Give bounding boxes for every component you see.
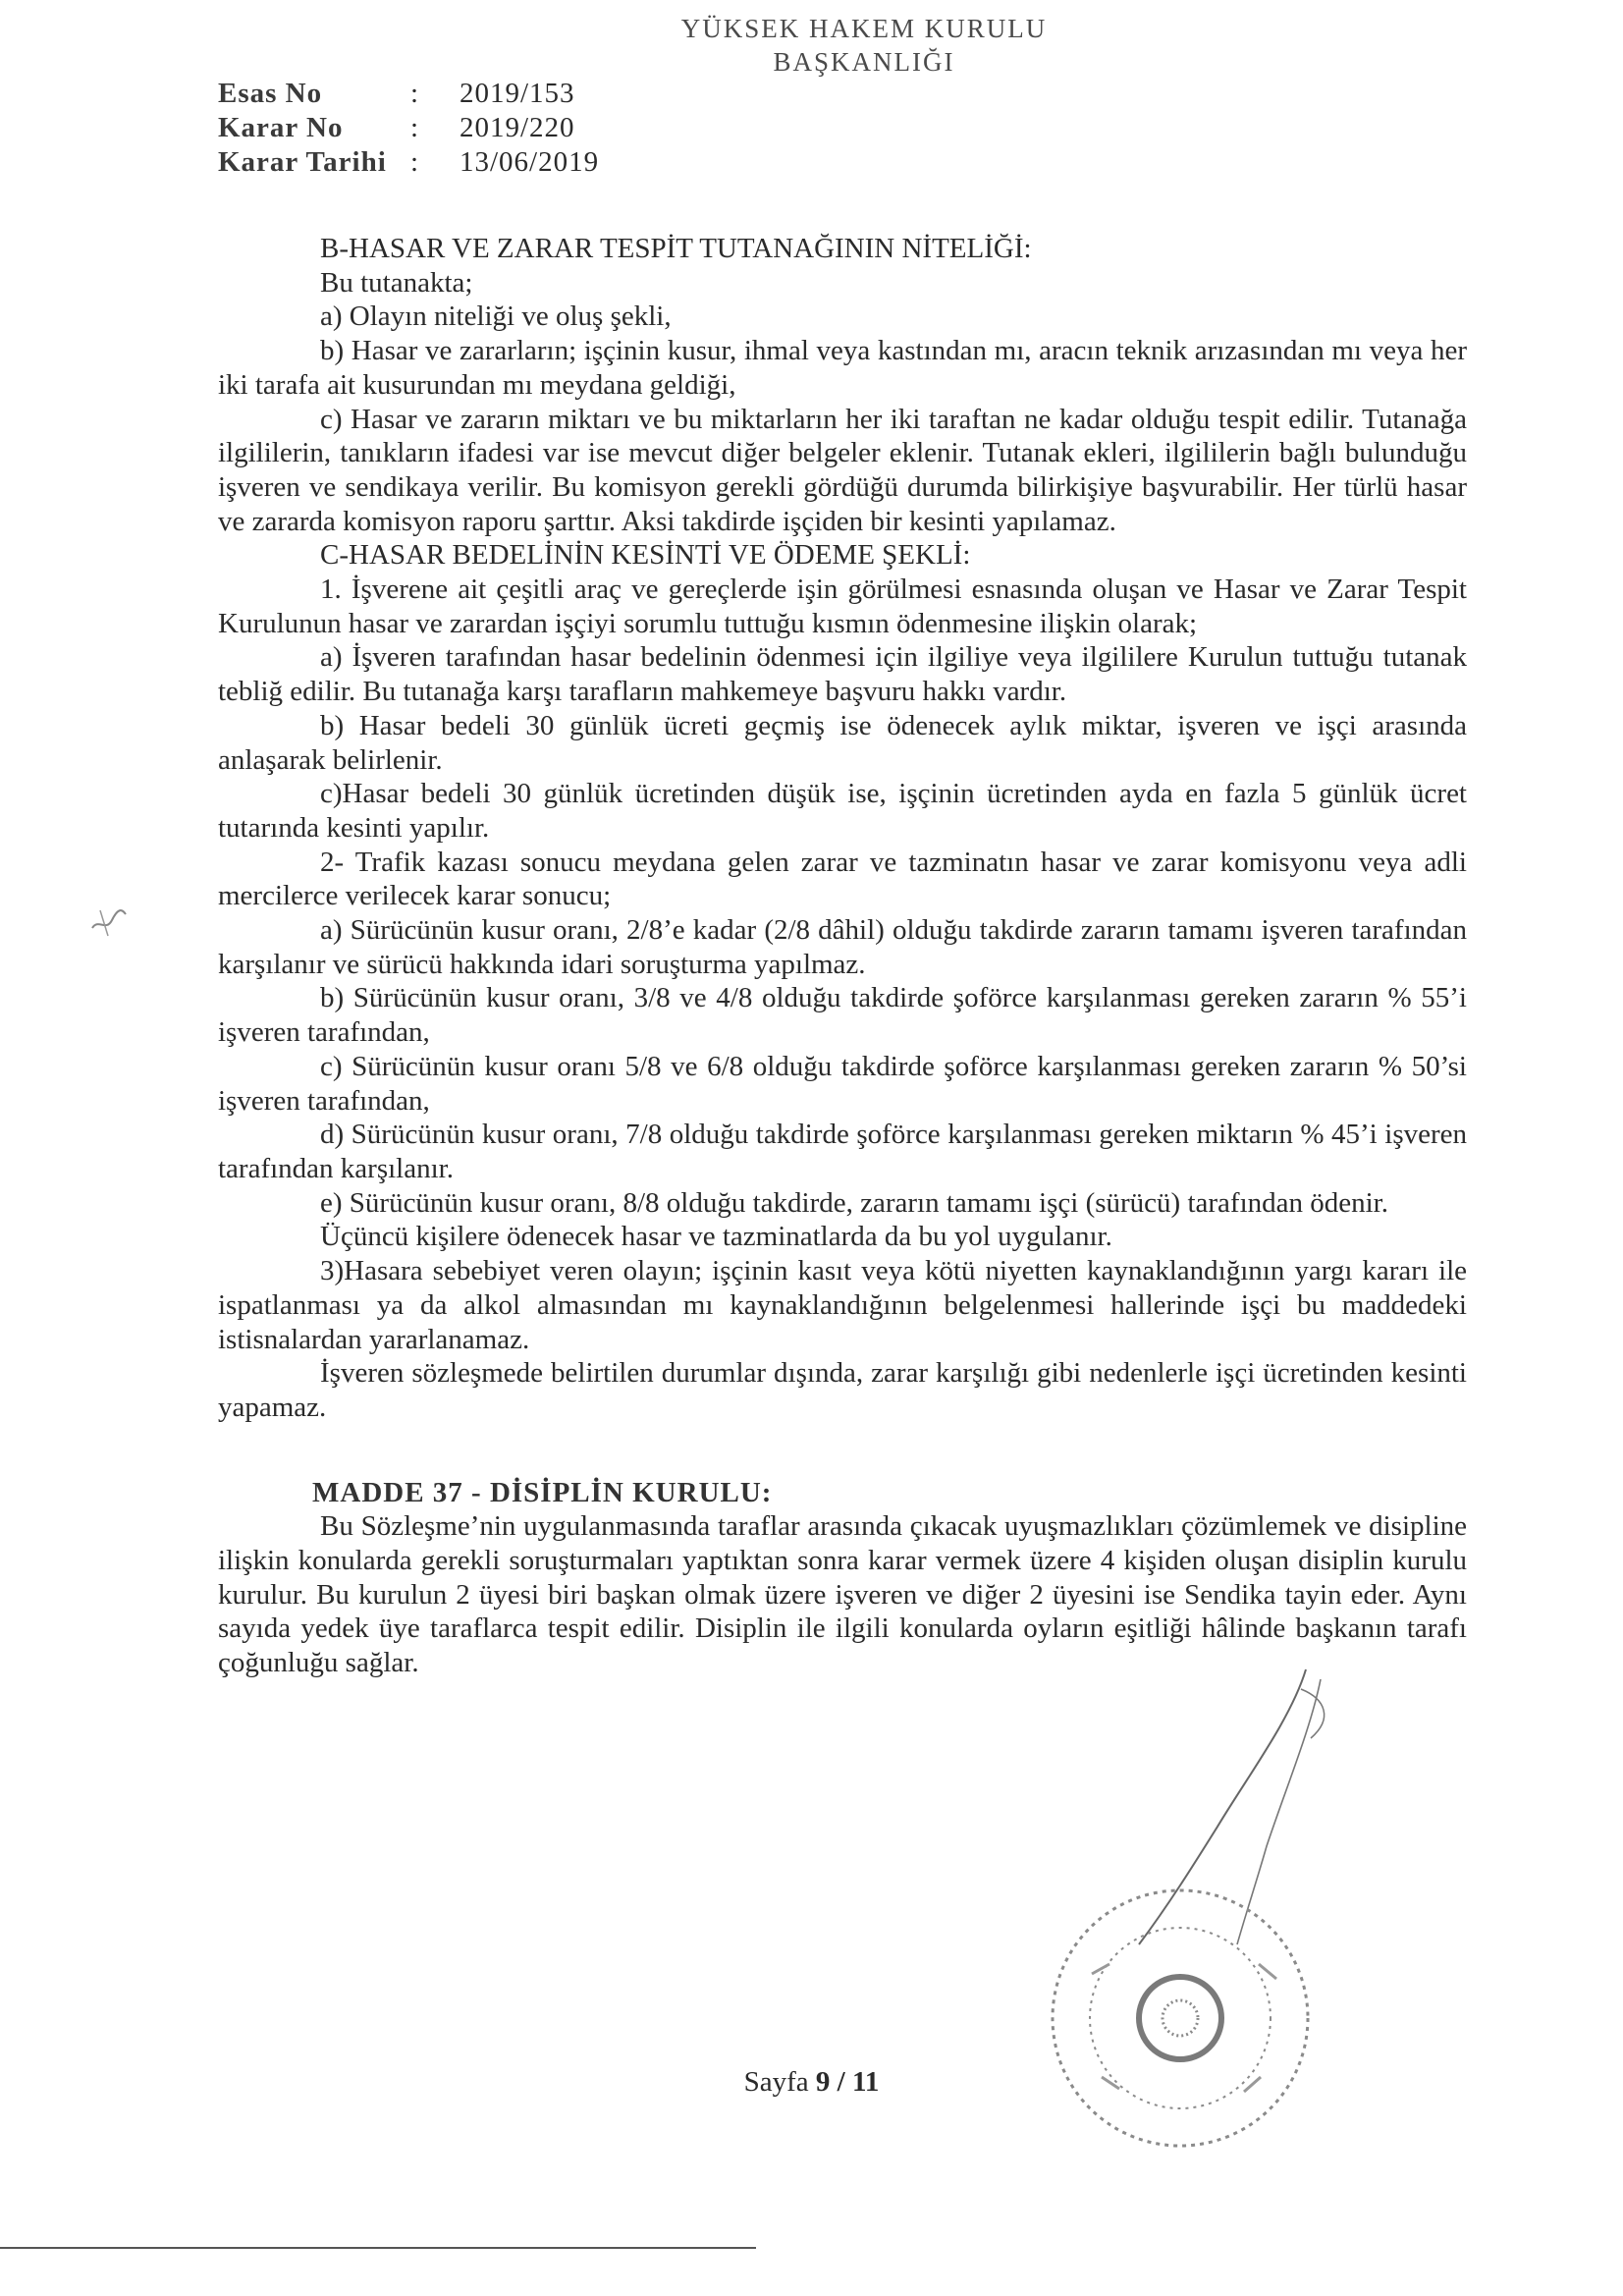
case-metadata (218, 77, 599, 180)
institution-header (511, 12, 1217, 79)
section-c-item-2d: d) Sürücünün kusur oranı, 7/8 olduğu takdirde şoförce karşılanması gereken miktarın % 45’i işveren tarafından karşılanır. (218, 1119, 1467, 1184)
footer-rule (0, 2247, 756, 2249)
decision-number-value: 2019/220 (460, 112, 575, 143)
case-number-value: 2019/153 (460, 78, 575, 109)
institution-department: BAŞKANLIĞI (773, 47, 955, 77)
decision-date-value: 13/06/2019 (460, 146, 600, 178)
page-number (0, 2066, 1623, 2099)
decision-number-row (218, 111, 599, 145)
decision-date-row (218, 145, 599, 180)
page-separator: / (837, 2066, 845, 2098)
margin-mark-icon (86, 899, 130, 942)
section-c-item-2: 2- Trafik kazası sonucu meydana gelen zarar ve tazminatın hasar ve zarar komisyonu veya adli mercilerce verilecek karar sonucu; (218, 846, 1467, 912)
section-c-item-1b: b) Hasar bedeli 30 günlük ücreti geçmiş ise ödenecek aylık miktar, işveren ve işçi arasında anlaşarak belirlenir. (218, 709, 1467, 776)
article-37-text: Bu Sözleşme’nin uygulanmasında taraflar arasında çıkacak uyuşmazlıkları çözümlemek ve disipline ilişkin konularda gerekli soruşturmaları yaptıktan sonra karar vermek üzere 4 kişiden oluşan disiplin kurulu kurulur. Bu kurulun 2 üyesi biri başkan olmak üzere işveren ve diğer 2 üyesini ise Sendika tayin eder. Aynı sayıda yedek üye taraflarca tespit edilir. Disiplin ile ilgili konularda oyların eşitliği hâlinde başkanın tarafı çoğunluğu sağlar. (218, 1510, 1467, 1679)
page-total: 11 (851, 2066, 880, 2098)
institution-name: YÜKSEK HAKEM KURULU (680, 14, 1048, 43)
section-b-item-b: b) Hasar ve zararların; işçinin kusur, ihmal veya kastından mı, aracın teknik arızasından mı veya her iki tarafa ait kusurundan mı meydana geldiği, (218, 335, 1467, 401)
document-body (218, 232, 1467, 1680)
section-b-item-a: a) Olayın niteliği ve oluş şekli, (320, 301, 672, 333)
section-c-item-1a: a) İşveren tarafından hasar bedelinin ödenmesi için ilgiliye veya ilgililere Kurulun tuttuğu tutanak tebliğ edilir. Bu tutanağa karşı tarafların mahkemeye başvuru hakkı vardır. (218, 641, 1467, 708)
decision-date-label: Karar Tarihi (218, 146, 387, 178)
section-b-heading: B-HASAR VE ZARAR TESPİT TUTANAĞININ NİTELİĞİ: (320, 233, 1032, 264)
colon: : (410, 112, 419, 143)
section-c-item-2f: Üçüncü kişilere ödenecek hasar ve tazminatlarda da bu yol uygulanır. (320, 1221, 1112, 1253)
official-seal-icon (1033, 1871, 1327, 2165)
page-current: 9 (815, 2066, 831, 2098)
case-number-label: Esas No (218, 78, 323, 109)
section-c-item-3: 3)Hasara sebebiyet veren olayın; işçinin kasıt veya kötü niyetten kaynaklandığının yargı kararı ile ispatlanması ya da alkol almasından mı kaynaklandığının belgelenmesi hallerinde işçi bu maddedeki istisnalardan yararlanamaz. (218, 1255, 1467, 1355)
section-c-item-2b: b) Sürücünün kusur oranı, 3/8 ve 4/8 olduğu takdirde şoförce karşılanması gereken zararın % 55’i işveren tarafından, (218, 982, 1467, 1049)
colon: : (410, 78, 419, 109)
section-c-item-1: 1. İşverene ait çeşitli araç ve gereçlerde işin görülmesi esnasında oluşan ve Hasar ve Zarar Tespit Kurulunun hasar ve zarardan işçiyi sorumlu tuttuğu kısmın ödenmesine ilişkin olarak; (218, 574, 1467, 639)
section-c-item-2a: a) Sürücünün kusur oranı, 2/8’e kadar (2/8 dâhil) olduğu takdirde zararın tamamı işveren tarafından karşılanır ve sürücü hakkında idari soruşturma yapılmaz. (218, 914, 1467, 980)
case-number-row (218, 77, 599, 111)
section-b-item-c: c) Hasar ve zararın miktarı ve bu miktarların her iki taraftan ne kadar olduğu tespit edilir. Tutanağa ilgililerin, tanıkların ifadesi var ise mevcut diğer belgeler eklenir. Tutanak ekleri, ilgililerin bağlı bulunduğu işveren ve sendikaya verilir. Bu komisyon gerekli gördüğü durumda bilirkişiye başvurabilir. Her türlü hasar ve zararda komisyon raporu şarttır. Aksi takdirde işçiden bir kesinti yapılamaz. (218, 403, 1467, 537)
section-b-intro: Bu tutanakta; (320, 266, 473, 299)
section-c-item-4: İşveren sözleşmede belirtilen durumlar dışında, zarar karşılığı gibi nedenlerle işçi ücretinden kesinti yapamaz. (218, 1357, 1467, 1423)
section-c-item-2c: c) Sürücünün kusur oranı 5/8 ve 6/8 olduğu takdirde şoförce karşılanması gereken zararın % 50’si işveren tarafından, (218, 1050, 1467, 1117)
page-prefix: Sayfa (743, 2066, 809, 2098)
colon: : (410, 146, 419, 178)
section-c-item-2e: e) Sürücünün kusur oranı, 8/8 olduğu takdirde, zararın tamamı işçi (sürücü) tarafından ödenir. (320, 1186, 1388, 1219)
section-c-item-1c: c)Hasar bedeli 30 günlük ücretinden düşük ise, işçinin ücretinden ayda en fazla 5 günlük ücret tutarında kesinti yapılır. (218, 778, 1467, 844)
decision-number-label: Karar No (218, 112, 344, 143)
section-c-heading: C-HASAR BEDELİNİN KESİNTİ VE ÖDEME ŞEKLİ: (320, 539, 971, 572)
article-37-heading: MADDE 37 - DİSİPLİN KURULU: (312, 1476, 773, 1508)
